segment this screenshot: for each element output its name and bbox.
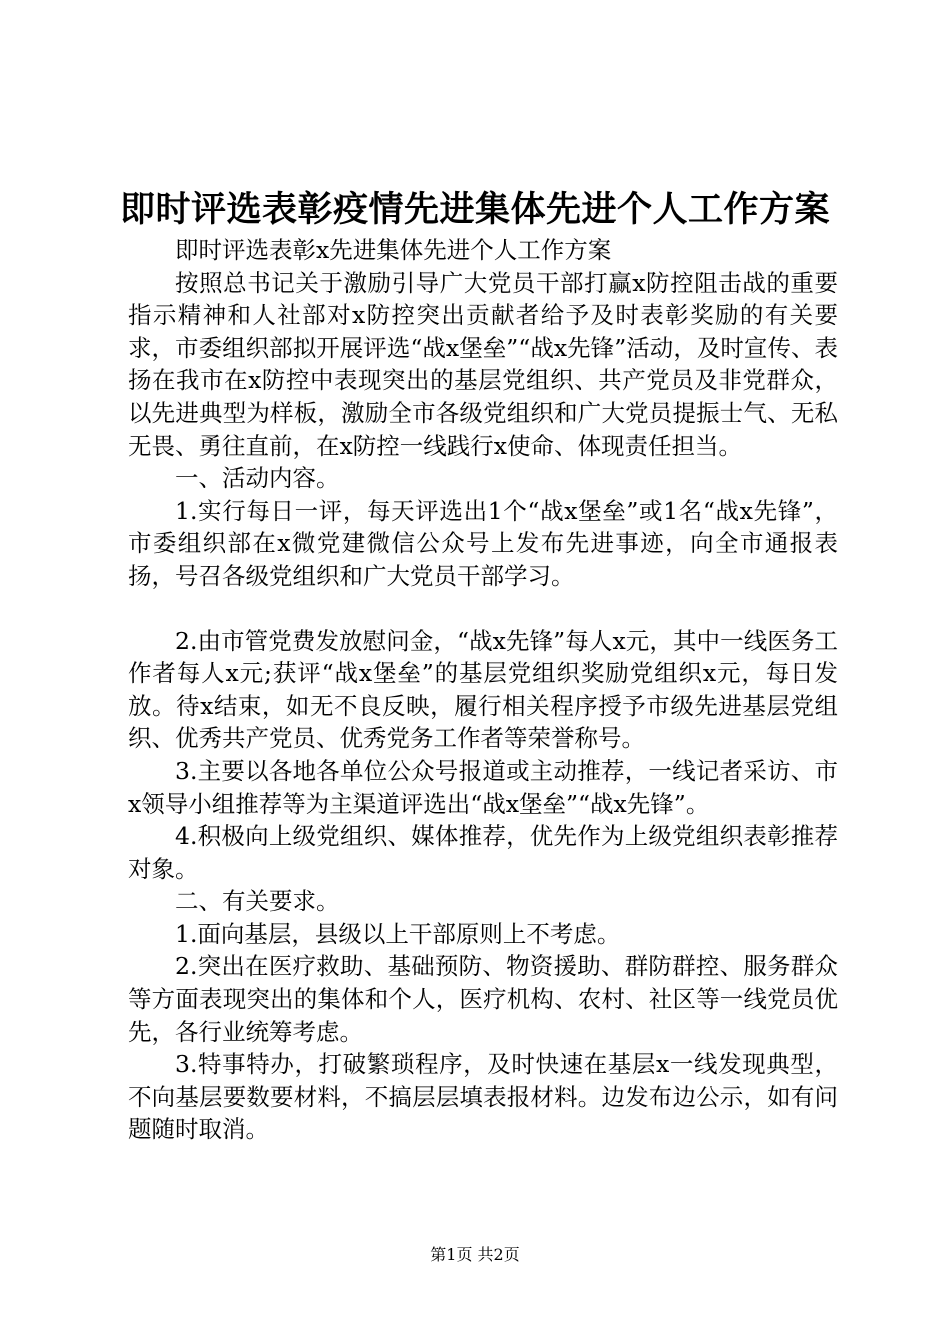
document-body bbox=[128, 234, 838, 1146]
activity-item-4: 4.积极向上级党组织、媒体推荐，优先作为上级党组织表彰推荐对象。 bbox=[128, 822, 838, 883]
activity-item-3: 3.主要以各地各单位公众号报道或主动推荐，一线记者采访、市x领导小组推荐等为主渠道评选出“战x堡垒”“战x先锋”。 bbox=[128, 756, 838, 818]
section-heading-requirements: 二、有关要求。 bbox=[175, 887, 340, 916]
requirement-item-2: 2.突出在医疗救助、基础预防、物资援助、群防群控、服务群众等方面表现突出的集体和个人，医疗机构、农村、社区等一线党员优先，各行业统筹考虑。 bbox=[128, 952, 838, 1046]
requirement-item-3: 3.特事特办，打破繁琐程序，及时快速在基层x一线发现典型，不向基层要数要材料，不搞层层填表报材料。边发布边公示，如有问题随时取消。 bbox=[128, 1050, 838, 1144]
document-title: 即时评选表彰疫情先进集体先进个人工作方案 bbox=[119, 189, 830, 230]
page-number-footer: 第1页 共2页 bbox=[430, 1245, 520, 1264]
subtitle-paragraph: 即时评选表彰x先进集体先进个人工作方案 bbox=[175, 236, 612, 264]
section-heading-activity: 一、活动内容。 bbox=[175, 464, 340, 493]
requirement-item-1: 1.面向基层，县级以上干部原则上不考虑。 bbox=[175, 919, 621, 948]
activity-item-2: 2.由市管党费发放慰问金，“战x先锋”每人x元，其中一线医务工作者每人x元;获评“战x堡垒”的基层党组织奖励党组织x元，每日发放。待x结束，如无不良反映，履行相关程序授予市级先进基层党组织、优秀共产党员、优秀党务工作者等荣誉称号。 bbox=[128, 626, 838, 753]
activity-item-1: 1.实行每日一评，每天评选出1个“战x堡垒”或1名“战x先锋”，市委组织部在x微党建微信公众号上发布先进事迹，向全市通报表扬，号召各级党组织和广大党员干部学习。 bbox=[128, 496, 838, 590]
intro-paragraph: 按照总书记关于激励引导广大党员干部打赢x防控阻击战的重要指示精神和人社部对x防控突出贡献者给予及时表彰奖励的有关要求，市委组织部拟开展评选“战x堡垒”“战x先锋”活动，及时宣传、表扬在我市在x防控中表现突出的基层党组织、共产党员及非党群众，以先进典型为样板，激励全市各级党组织和广大党员提振士气、无私无畏、勇往直前，在x防控一线践行x使命、体现责任担当。 bbox=[128, 268, 838, 460]
